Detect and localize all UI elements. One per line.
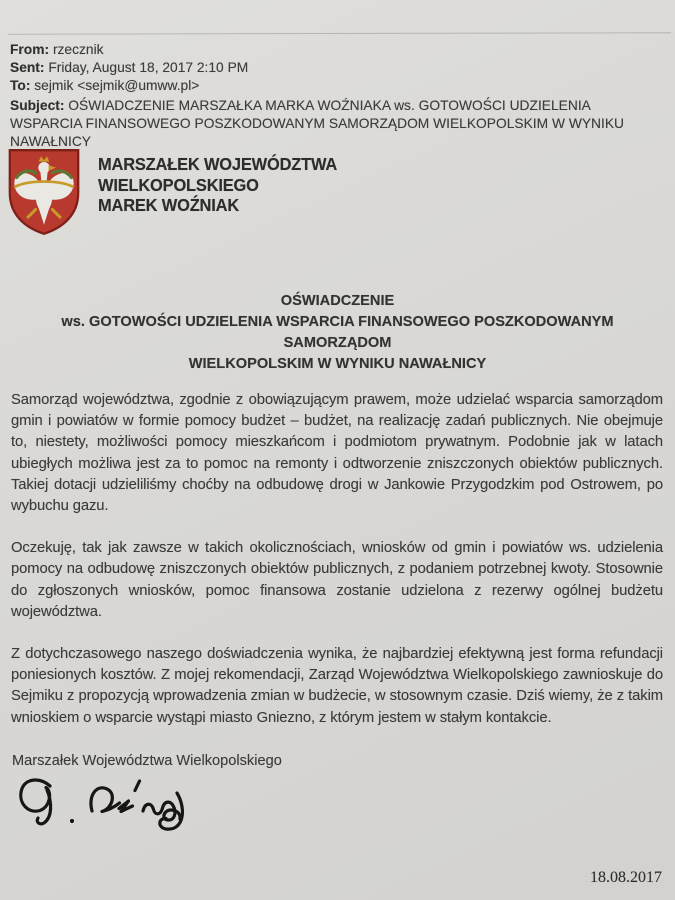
letterhead-name-line2: WIELKOPOLSKIEGO: [98, 174, 259, 195]
email-from-label: From:: [10, 42, 50, 57]
email-from-value: rzecznik: [52, 42, 104, 57]
email-header: [10, 41, 661, 151]
signature-stroke-humps: [143, 802, 180, 820]
email-from-row: [10, 41, 661, 59]
paragraph-1: Samorząd województwa, zgodnie z obowiązującym prawem, może udzielać wsparcia samorządom gmin i powiatów w formie pomocy budżet – budżet, na realizację zadań publicznych. Nie obejmuje to, niestety, możliwości pomocy mieszkańcom i podmiotom prywatnym. Podobnie jak w latach ubiegłych możliwa jest za to pomoc na remonty i odtworzenie zniszczonych obiektów publicznych. Takiej dotacji udzieliliśmy choćby na odbudowę drogi w Jankowie Przygodzkim pod Ostrowem, po wybuchu gazu.: [11, 392, 663, 515]
handwritten-signature: [14, 776, 214, 846]
crest-eagle-head: [38, 162, 49, 173]
email-to-row: [10, 77, 661, 95]
title-line2: ws. GOTOWOŚCI UDZIELENIA WSPARCIA FINANSOWEGO POSZKODOWANYM SAMORZĄDOM: [61, 314, 614, 351]
letterhead-name-line3: MAREK WOŹNIAK: [98, 195, 240, 215]
letterhead-name-line1: MARSZAŁEK WOJEWÓDZTWA: [98, 154, 338, 174]
email-subject-label: Subject:: [10, 98, 65, 113]
signature-stroke-accent: [135, 781, 140, 791]
email-to-value: sejmik <sejmik@umww.pl>: [34, 78, 200, 93]
paragraph-3: Z dotychczasowego naszego doświadczenia wynika, że najbardziej efektywną jest forma refundacji poniesionych kosztów. Z mojej rekomendacji, Zarząd Województwa Wielkopolskiego zawnioskuje do Sejmiku z propozycją wprowadzenia zmian w budżecie, w stosownym czasie. Dziś wiemy, że z takim wnioskiem o wsparcie wystąpi miasto Gniezno, z którym jestem w stałym kontakcie.: [11, 646, 663, 726]
signer-title: Marszałek Województwa Wielkopolskiego: [12, 753, 282, 769]
letterhead-name: [98, 154, 337, 216]
email-sent-value: Friday, August 18, 2017 2:10 PM: [48, 60, 249, 75]
document-title: [14, 291, 661, 375]
wielkopolska-coat-of-arms-icon: [6, 147, 82, 237]
email-to-label: To:: [10, 78, 31, 93]
signature-dot: [70, 819, 74, 823]
document-date: 18.08.2017: [590, 869, 662, 886]
signature-stroke-initial: [21, 780, 50, 811]
letterhead: [6, 147, 352, 237]
top-separator-line: [8, 32, 671, 34]
signature-stroke-surname-start: [91, 788, 120, 812]
title-line1: OŚWIADCZENIE: [280, 293, 395, 309]
email-subject-row: [10, 97, 661, 151]
paragraph-2: Oczekuję, tak jak zawsze w takich okolicznościach, wniosków od gmin i powiatów ws. udzielenia pomocy na odbudowę zniszczonych obiektów publicznych, z podaniem potrzebnej kwoty. Stosownie do zgłoszonych wniosków, pomoc finansowa zostanie udzielona z rezerwy ogólnej budżetu województwa.: [11, 540, 663, 620]
email-subject-value: OŚWIADCZENIE MARSZAŁKA MARKA WOŹNIAKA ws. GOTOWOŚCI UDZIELENIA WSPARCIA FINANSOWEGO POSZKODOWANYM SAMORZĄDOM WIELKOPOLSKIM W WYNIKU NAWAŁNICY: [10, 98, 625, 149]
title-line3: WIELKOPOLSKIM W WYNIKU NAWAŁNICY: [188, 356, 487, 372]
email-sent-row: [10, 59, 661, 77]
document-body: [11, 390, 663, 750]
email-sent-label: Sent:: [10, 60, 45, 75]
